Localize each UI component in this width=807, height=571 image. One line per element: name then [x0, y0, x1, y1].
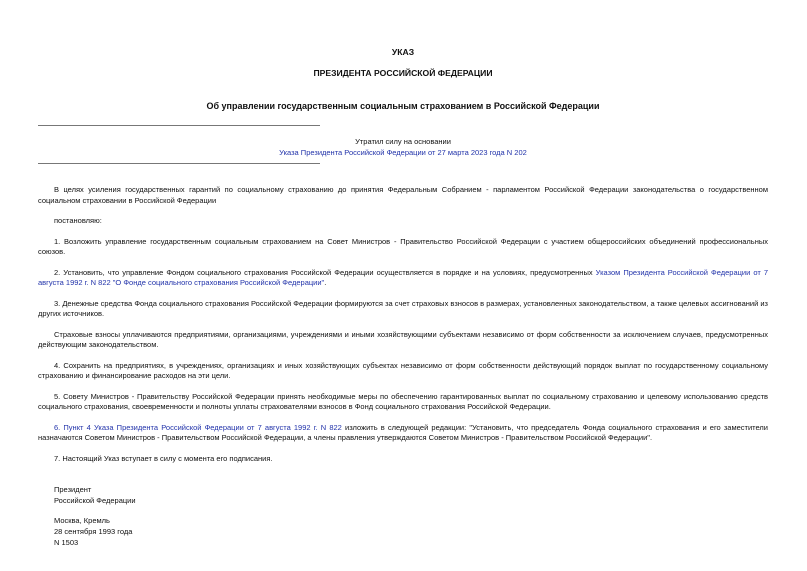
- clause-3: 3. Денежные средства Фонда социального страхования Российской Федерации формируются за счет страховых взносов в размерах, установленных законодательством, а также целевых ассигнований из других источников.: [38, 298, 768, 318]
- document-page: [38, 0, 768, 548]
- clause-1: 1. Возложить управление государственным социальным страхованием на Совет Министров - Правительство Российской Федерации с участием общероссийских объединений профессиональных союзов.: [38, 236, 768, 256]
- decree-822-link[interactable]: Указом Президента Российской Федерации от 7 августа 1992 г. N 822 "О Фонде социального страхования Российской Федерации": [38, 267, 768, 287]
- clause-3-contributions: Страховые взносы уплачиваются предприятиями, организациями, учреждениями и иными хозяйствующими субъектами независимо от форм собственности за исключением случаев, предусмотренных действующим законодательством.: [38, 329, 768, 349]
- document-type-heading: УКАЗ: [391, 46, 415, 57]
- clause-5: 5. Совету Министров - Правительству Российской Федерации принять необходимые меры по обеспечению гарантированных выплат по социальному страхованию и целевому использованию средств социального страхования, своевременности и полноты уплаты страхователями взносов в Фонд социального страхования Российской Федерации.: [38, 391, 768, 411]
- clause-7: 7. Настоящий Указ вступает в силу с момента его подписания.: [54, 453, 273, 463]
- status-divider-top: [38, 125, 320, 126]
- clause-2-end: .: [324, 278, 327, 287]
- preamble-paragraph: В целях усиления государственных гарантий по социальному страхованию до принятия Федеральным Собранием - парламентом Российской Федерации законодательства о государственном социальном страховании в Российской Федерации: [38, 185, 768, 205]
- clause-6: [38, 423, 768, 444]
- repeal-decree-link[interactable]: Указа Президента Российской Федерации от 27 марта 2023 года N 202: [279, 148, 527, 157]
- signatory-title: Президент: [54, 484, 92, 494]
- signing-details: [38, 515, 768, 548]
- signing-date: 28 сентября 1993 года: [54, 527, 133, 536]
- decree-822-point-4-link[interactable]: Пункт 4 Указа Президента Российской Федерации от 7 августа 1992 г. N 822: [63, 422, 342, 432]
- signature-block: [38, 484, 768, 506]
- signing-place: Москва, Кремль: [54, 516, 110, 525]
- clause-2: [38, 268, 768, 289]
- signatory-country: Российской Федерации: [54, 495, 136, 505]
- issuer-heading: ПРЕЗИДЕНТА РОССИЙСКОЙ ФЕДЕРАЦИИ: [313, 67, 493, 78]
- repeal-note: Утратил силу на основании: [355, 137, 451, 146]
- clause-6-number: 6.: [54, 422, 64, 432]
- document-title: Об управлении государственным социальным страхованием в Российской Федерации: [206, 100, 600, 111]
- clause-4: 4. Сохранить на предприятиях, в учреждениях, организациях и иных хозяйствующих субъектах независимо от форм собственности действующий порядок выплат по государственному социальному страхованию и финансирование расходов на эти цели.: [38, 360, 768, 380]
- clause-6-text: изложить в следующей редакции: "Установить, что председатель Фонда социального страхования и его заместители назначаются Советом Министров - Правительством Российской Федерации, а члены правления утверждаются Советом Министров - Правительством Российской Федерации".: [38, 422, 768, 442]
- resolve-word: постановляю:: [54, 216, 102, 225]
- document-number: N 1503: [54, 538, 79, 547]
- status-divider-bottom: [38, 163, 320, 164]
- repeal-link-line: [38, 148, 768, 159]
- clause-2-text: 2. Установить, что управление Фондом социального страхования Российской Федерации осуществляется в порядке и на условиях, предусмотренных: [54, 267, 596, 277]
